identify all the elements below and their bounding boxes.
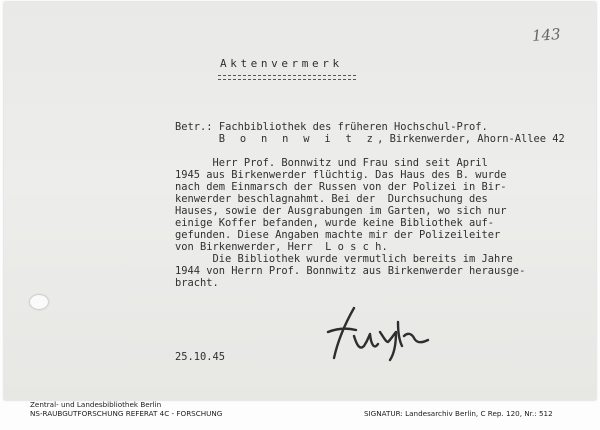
document-title: Aktenvermerk (220, 57, 343, 70)
subject-text-1: Fachbibliothek des früheren Hochschul-Prof. (218, 121, 488, 133)
body-line: Die Bibliothek wurde vermutlich bereits im Jahre (175, 253, 513, 265)
title-underline (218, 75, 356, 80)
footer-department: NS-RAUBGUTFORSCHUNG REFERAT 4C - FORSCHUNG (30, 409, 223, 418)
folio-number: 143 (531, 25, 562, 45)
body-line: einige Koffer befanden, wurde keine Bibliothek auf- (175, 217, 495, 229)
footer-institution: Zentral- und Landesbibliothek Berlin (30, 400, 162, 409)
subject-prefix: Betr.: (175, 121, 213, 133)
body-line: von Birkenwerder, Herr L o s c h. (175, 241, 388, 253)
subject-person-name: B o n n w i t z (218, 133, 378, 145)
body-line: 1944 von Herrn Prof. Bonnwitz aus Birkenwerder herausge- (175, 265, 526, 277)
punch-hole (30, 295, 48, 309)
body-line: Herr Prof. Bonnwitz und Frau sind seit April (175, 157, 488, 169)
subject-line-1 (175, 121, 488, 133)
footer-signature-reference: SIGNATUR: Landesarchiv Berlin, C Rep. 120, Nr.: 512 (364, 409, 553, 418)
body-line: Hauses, sowie der Ausgrabungen im Garten, wo sich nur (175, 205, 507, 217)
subject-line-2 (175, 133, 565, 145)
body-line: bracht. (175, 277, 219, 289)
body-line: nach dem Einmarsch der Russen von der Polizei in Bir- (175, 181, 507, 193)
document-page (4, 2, 596, 400)
body-line: gefunden. Diese Angaben machte mir der Polizeileiter (175, 229, 501, 241)
body-line: 1945 aus Birkenwerder flüchtig. Das Haus des B. wurde (175, 169, 507, 181)
document-date: 25.10.45 (175, 351, 226, 363)
subject-text-2: , Birkenwerder, Ahorn-Allee 42 (377, 133, 565, 145)
handwritten-signature-icon (324, 302, 434, 364)
body-line: kenwerder beschlagnahmt. Bei der Durchsuchung des (175, 193, 488, 205)
